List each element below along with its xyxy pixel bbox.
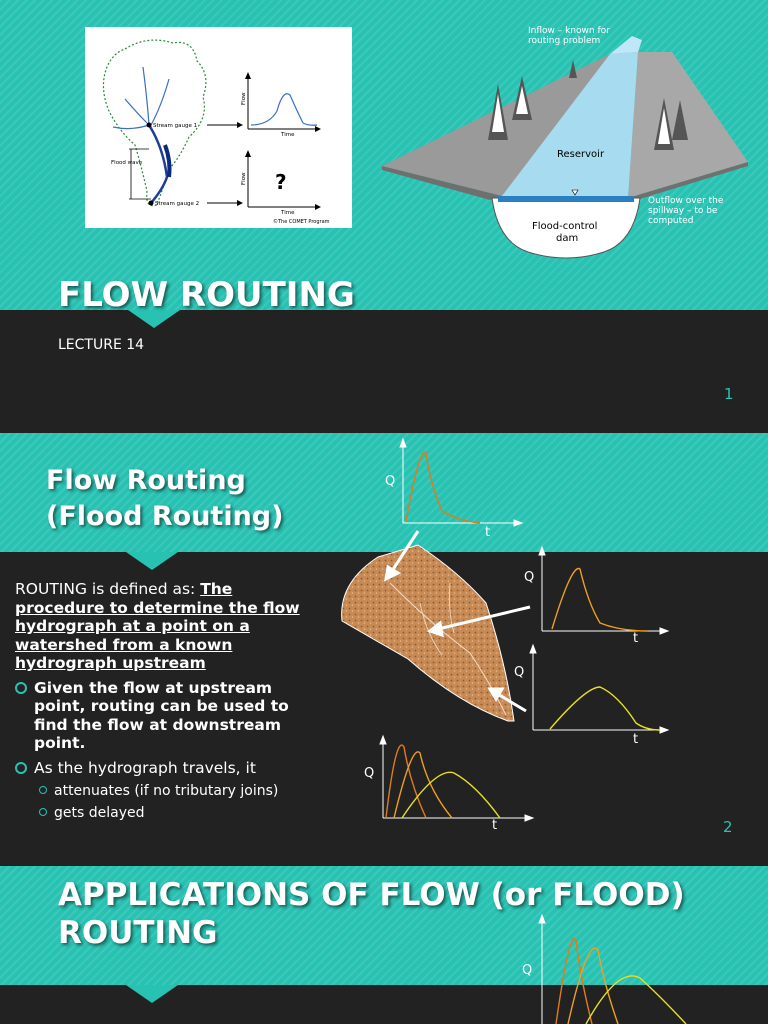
- unknown-hydrograph-mark: ?: [275, 170, 287, 194]
- applications-hydrograph: [500, 906, 700, 1024]
- axis-t-label-2: t: [633, 631, 639, 646]
- dam-label-line-1: Flood-control: [532, 221, 598, 232]
- bullet-hydrograph-travels-text: As the hydrograph travels, it: [34, 758, 256, 777]
- bullet-given-flow: [15, 679, 305, 753]
- definition-intro: ROUTING is defined as:: [15, 580, 201, 598]
- figure-credit: ©The COMET Program: [273, 219, 330, 225]
- slide-3-title-line-1: APPLICATIONS OF FLOW (or FLOOD): [58, 877, 685, 913]
- axis-t-label-4: t: [492, 818, 498, 833]
- slide-1: [0, 0, 768, 433]
- axis-q-label-2: Q: [524, 570, 535, 585]
- slide-3: [0, 866, 768, 1024]
- definition-bold: The procedure to determine the flow hydrograph at a point on a watershed from a known hydrograph upstream: [15, 580, 300, 672]
- bullet-ring-icon: [15, 762, 27, 774]
- slide-1-body: [0, 310, 768, 433]
- slide-2-notch: [126, 552, 178, 570]
- reservoir-figure: [380, 20, 750, 265]
- sub-bullet-delayed-text: gets delayed: [54, 804, 145, 821]
- slide-2-title-line-1: Flow Routing: [46, 465, 246, 496]
- bullet-hydrograph-travels: [15, 759, 305, 777]
- slide-2: [0, 433, 768, 866]
- axis-q-label-3: Q: [514, 665, 525, 680]
- sub-bullet-delayed: [39, 804, 305, 822]
- axis-t-label-3: t: [633, 732, 639, 747]
- sub-bullet-attenuates: [39, 782, 305, 800]
- axis-t-label-1: t: [485, 525, 491, 540]
- time-axis-label-1: Time: [281, 132, 295, 138]
- axis-q-label-5: Q: [522, 963, 533, 978]
- slide-3-notch: [126, 985, 178, 1003]
- watershed-hydrograph-diagram: [330, 433, 690, 833]
- flow-axis-label-1: Flow: [241, 92, 247, 105]
- outlet-hydrograph-peaked: [552, 569, 648, 632]
- page-number-2: 2: [723, 818, 733, 836]
- upstream-hydrograph: [406, 452, 480, 523]
- stream-gauge-1-label: Stream gauge 1: [153, 123, 198, 129]
- stream-gauge-figure: [85, 27, 352, 228]
- combined-hydrograph-mid: [394, 752, 452, 818]
- sub-bullet-ring-icon: [39, 808, 47, 816]
- sub-bullet-ring-icon: [39, 786, 47, 794]
- outflow-label: Outflow over the spillway – to be computed: [648, 196, 724, 226]
- bullet-ring-icon: [15, 682, 27, 694]
- slide-1-title: FLOW ROUTING: [58, 275, 355, 315]
- stream-gauge-2-label: Stream gauge 2: [155, 201, 200, 207]
- watershed-shape: [342, 545, 514, 721]
- slide-2-content: [15, 580, 305, 822]
- bullet-given-flow-text: Given the flow at upstream point, routing can be used to find the flow at downstream point.: [34, 678, 289, 752]
- slide-1-subtitle: LECTURE 14: [58, 337, 145, 353]
- routing-definition: [15, 580, 305, 673]
- slide-2-title-line-2: (Flood Routing): [46, 501, 284, 532]
- page-number-1: 1: [724, 385, 734, 403]
- sub-bullet-attenuates-text: attenuates (if no tributary joins): [54, 782, 279, 799]
- flood-wave-label: Flood wave: [111, 160, 143, 166]
- downstream-hydrograph: [550, 687, 660, 730]
- time-axis-label-2: Time: [281, 210, 295, 216]
- reservoir-label: Reservoir: [557, 149, 605, 160]
- flow-axis-label-2: Flow: [241, 172, 247, 185]
- inflow-label: Inflow – known for routing problem: [528, 26, 610, 46]
- dam-label-line-2: dam: [556, 233, 579, 244]
- axis-q-label-1: Q: [385, 474, 396, 489]
- slide-2-title: [46, 463, 283, 535]
- slide-3-title-line-2: ROUTING: [58, 915, 218, 951]
- axis-q-label-4: Q: [364, 766, 375, 781]
